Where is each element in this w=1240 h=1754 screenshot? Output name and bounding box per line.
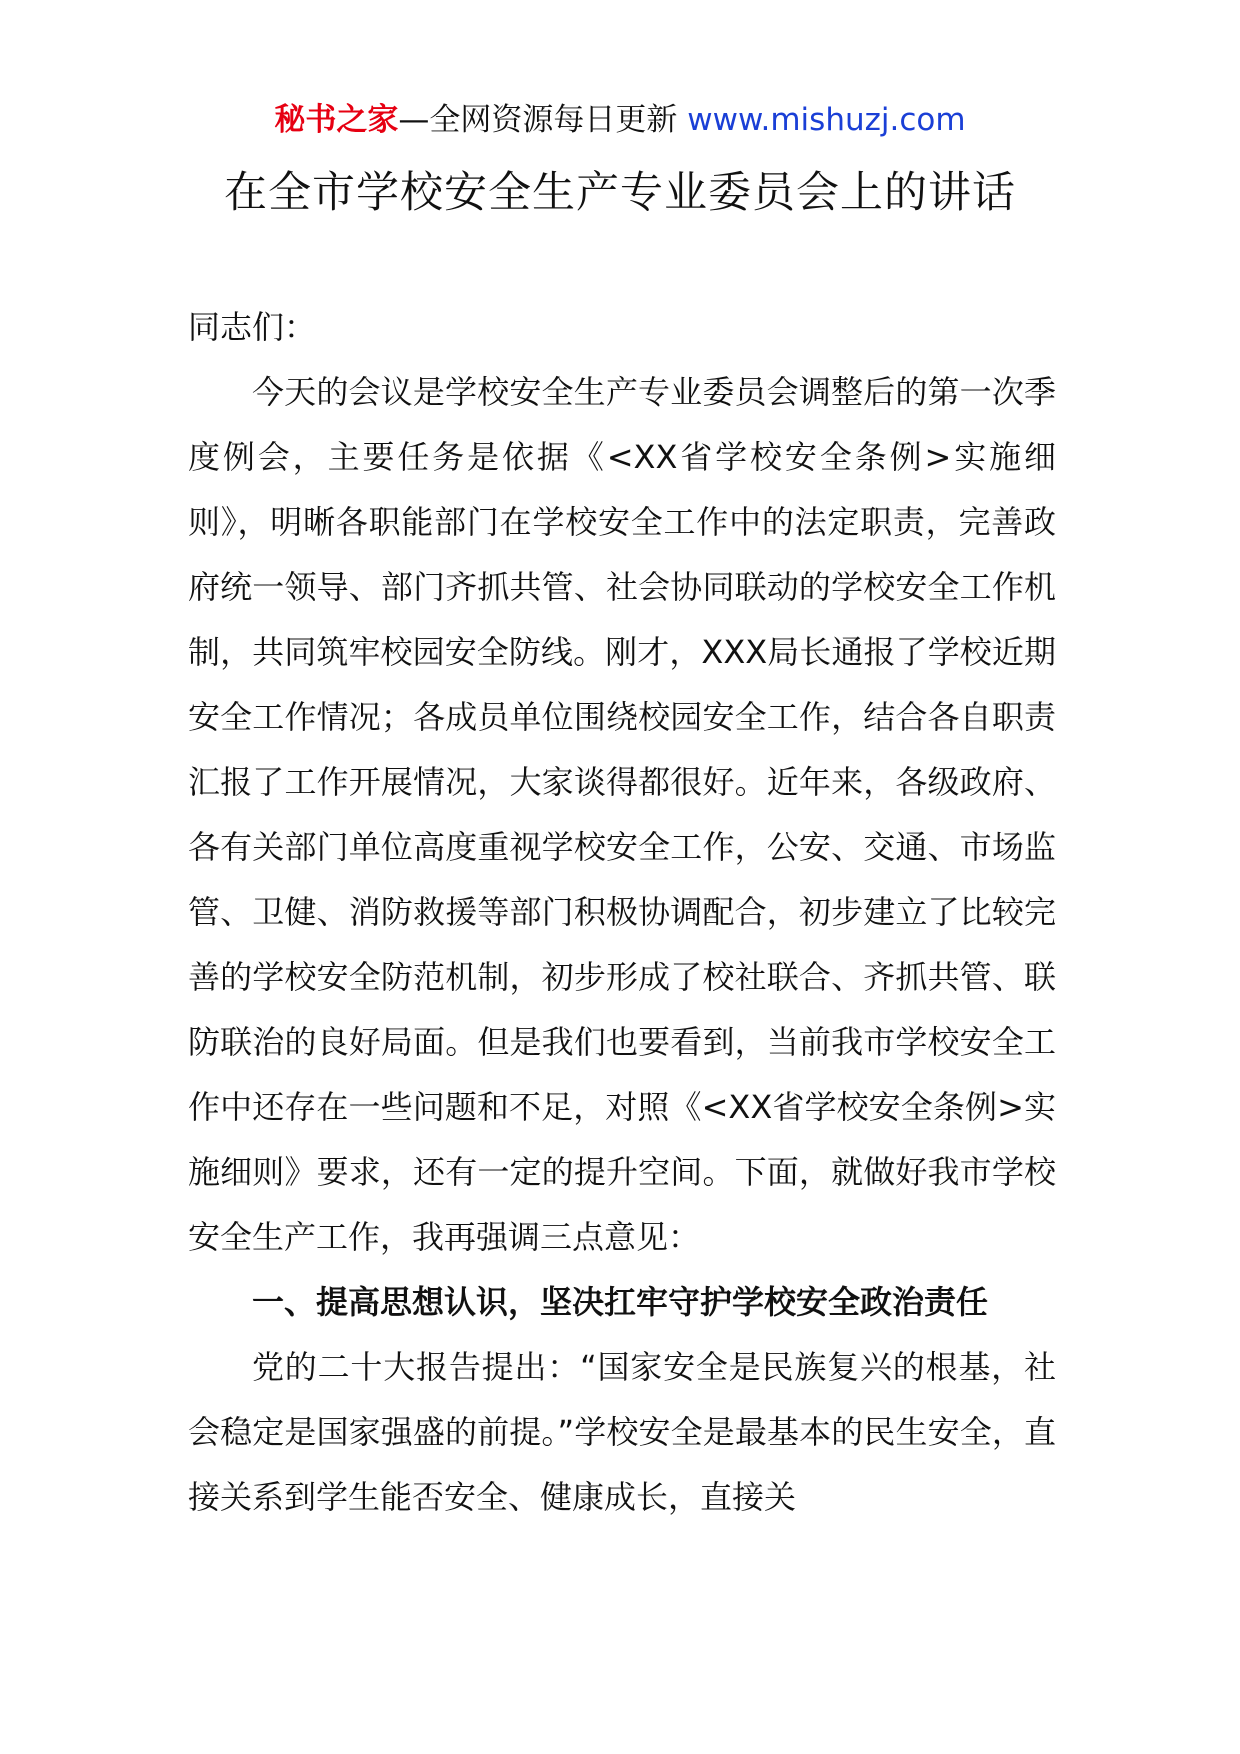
body-paragraph: 今天的会议是学校安全生产专业委员会调整后的第一次季度例会，主要任务是依据《<XX省学校安全条例>实施细则》，明晰各职能部门在学校安全工作中的法定职责，完善政府统一领导、部门齐抓共管、社会协同联动的学校安全工作机制，共同筑牢校园安全防线。刚才，XXX局长通报了学校近期安全工作情况；各成员单位围绕校园安全工作，结合各自职责汇报了工作开展情况，大家谈得都很好。近年来，各级政府、各有关部门单位高度重视学校安全工作，公安、交通、市场监管、卫健、消防救援等部门积极协调配合，初步建立了比较完善的学校安全防范机制，初步形成了校社联合、齐抓共管、联防联治的良好局面。但是我们也要看到，当前我市学校安全工作中还存在一些问题和不足，对照《<XX省学校安全条例>实施细则》要求，还有一定的提升空间。下面，就做好我市学校安全生产工作，我再强调三点意见： [188,373,1056,1256]
site-url[interactable]: www.mishuzj.com [687,102,966,138]
section-heading: 一、提高思想认识，坚决扛牢守护学校安全政治责任 [252,1283,989,1321]
section-paragraph: 党的二十大报告提出：“国家安全是民族复兴的根基，社会稳定是国家强盛的前提。”学校安全是最基本的民生安全，直接关系到学生能否安全、健康成长，直接关 [188,1348,1056,1516]
salutation: 同志们： [188,308,317,346]
document-body [188,295,1056,1530]
document-title: 在全市学校安全生产专业委员会上的讲话 [224,168,1016,218]
site-tagline: —全网资源每日更新 [398,102,688,138]
site-brand: 秘书之家 [274,102,399,138]
site-header [0,98,1240,142]
